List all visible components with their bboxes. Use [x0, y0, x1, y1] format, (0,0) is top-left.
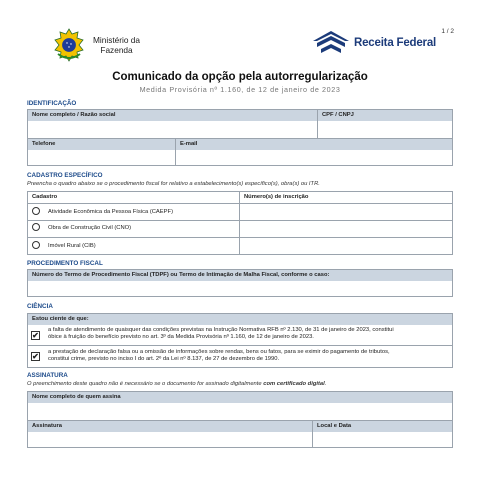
- inscricao-caepf-field[interactable]: [240, 204, 452, 220]
- tdpf-header: Número do Termo de Procedimento Fiscal (TDPF) ou Termo de Intimação de Malha Fiscal, conforme o caso:: [28, 270, 452, 281]
- page-number: 1 / 2: [441, 28, 454, 35]
- local-data-header: Local e Data: [313, 421, 452, 432]
- section-procedimento: PROCEDIMENTO FISCAL: [27, 260, 103, 267]
- ciencia-item-2-line-1: a prestação de declaração falsa ou a omissão de informações sobre rendas, bens ou fatos, para se eximir do pagamento de tributos,: [48, 349, 390, 355]
- telefone-field[interactable]: [28, 150, 176, 165]
- assinatura-header: Assinatura: [28, 421, 313, 432]
- cadastro-note: Preencha o quadro abaixo se o procedimento fiscal for relativo a estabelecimento(s) específico(s), obra(s) ou ITR.: [27, 181, 320, 187]
- ciencia-item-1-line-2: óbice à fruição do benefício previsto no art. 3º da Medida Provisória nº 1.160, de 12 de janeiro de 2023.: [48, 334, 314, 340]
- brand-name: Receita Federal: [354, 37, 437, 49]
- assinatura-note-prefix: O preenchimento deste quadro não é necessário se o documento for assinado digitalmente: [27, 381, 264, 387]
- nome-header: Nome completo / Razão social: [28, 110, 318, 121]
- inscricao-cno-field[interactable]: [240, 221, 452, 237]
- cadastro-box: [27, 191, 453, 255]
- assinatura-note: [27, 381, 326, 387]
- ministry-line-2: Fazenda: [100, 45, 133, 55]
- brazil-coat-of-arms-icon: [52, 28, 86, 62]
- assinatura-note-bold: com certificado digital: [263, 381, 325, 387]
- radio-cno[interactable]: [32, 223, 40, 231]
- nome-field[interactable]: [28, 121, 318, 138]
- radio-cib[interactable]: [32, 241, 40, 249]
- assinatura-box: [27, 391, 453, 448]
- cpf-header: CPF / CNPJ: [318, 110, 452, 121]
- ministry-name: [93, 35, 140, 55]
- radio-caepf[interactable]: [32, 207, 40, 215]
- document-subtitle: Medida Provisória nº 1.160, de 12 de janeiro de 2023: [139, 85, 341, 94]
- local-data-field[interactable]: [313, 432, 452, 447]
- tdpf-field[interactable]: [28, 281, 452, 296]
- inscricao-col-header: Número(s) de inscrição: [240, 192, 452, 203]
- option-cib: Imóvel Rural (CIB): [48, 243, 96, 249]
- section-identificacao: IDENTIFICAÇÃO: [27, 100, 77, 107]
- cpf-field[interactable]: [318, 121, 452, 138]
- section-ciencia: CIÊNCIA: [27, 303, 53, 310]
- ciencia-box: [27, 313, 453, 368]
- section-assinatura: ASSINATURA: [27, 372, 68, 379]
- inscricao-cib-field[interactable]: [240, 238, 452, 254]
- ciencia-item-2-line-2: constitui crime, previsto no inciso I do art. 2º da Lei nº 8.137, de 27 de dezembro de 1990.: [48, 356, 280, 362]
- option-caepf: Atividade Econômica da Pessoa Física (CAEPF): [48, 209, 174, 215]
- document-title: Comunicado da opção pela autorregularização: [112, 71, 368, 83]
- ministry-line-1: Ministério da: [93, 35, 141, 45]
- ciencia-item-1-line-1: a falta de atendimento de quaisquer das condições previstas na Instrução Normativa RFB nº 2.130, de 31 de janeiro de 2023, constitui: [48, 327, 394, 333]
- telefone-header: Telefone: [28, 139, 176, 150]
- section-cadastro: CADASTRO ESPECÍFICO: [27, 172, 103, 179]
- checkbox-ciencia-1[interactable]: ✔: [32, 331, 39, 340]
- nome-assina-field[interactable]: [28, 403, 452, 420]
- identificacao-box: [27, 109, 453, 166]
- email-field[interactable]: [176, 150, 452, 165]
- nome-assina-header: Nome completo de quem assina: [28, 392, 452, 403]
- procedimento-box: [27, 269, 453, 297]
- option-cno: Obra de Construção Civil (CNO): [48, 225, 132, 231]
- assinatura-field[interactable]: [28, 432, 313, 447]
- checkbox-ciencia-2[interactable]: ✔: [32, 352, 39, 361]
- ciencia-header: Estou ciente de que:: [28, 314, 452, 325]
- assinatura-note-suffix: .: [324, 381, 327, 387]
- cadastro-col-header: Cadastro: [28, 192, 240, 203]
- email-header: E-mail: [176, 139, 452, 150]
